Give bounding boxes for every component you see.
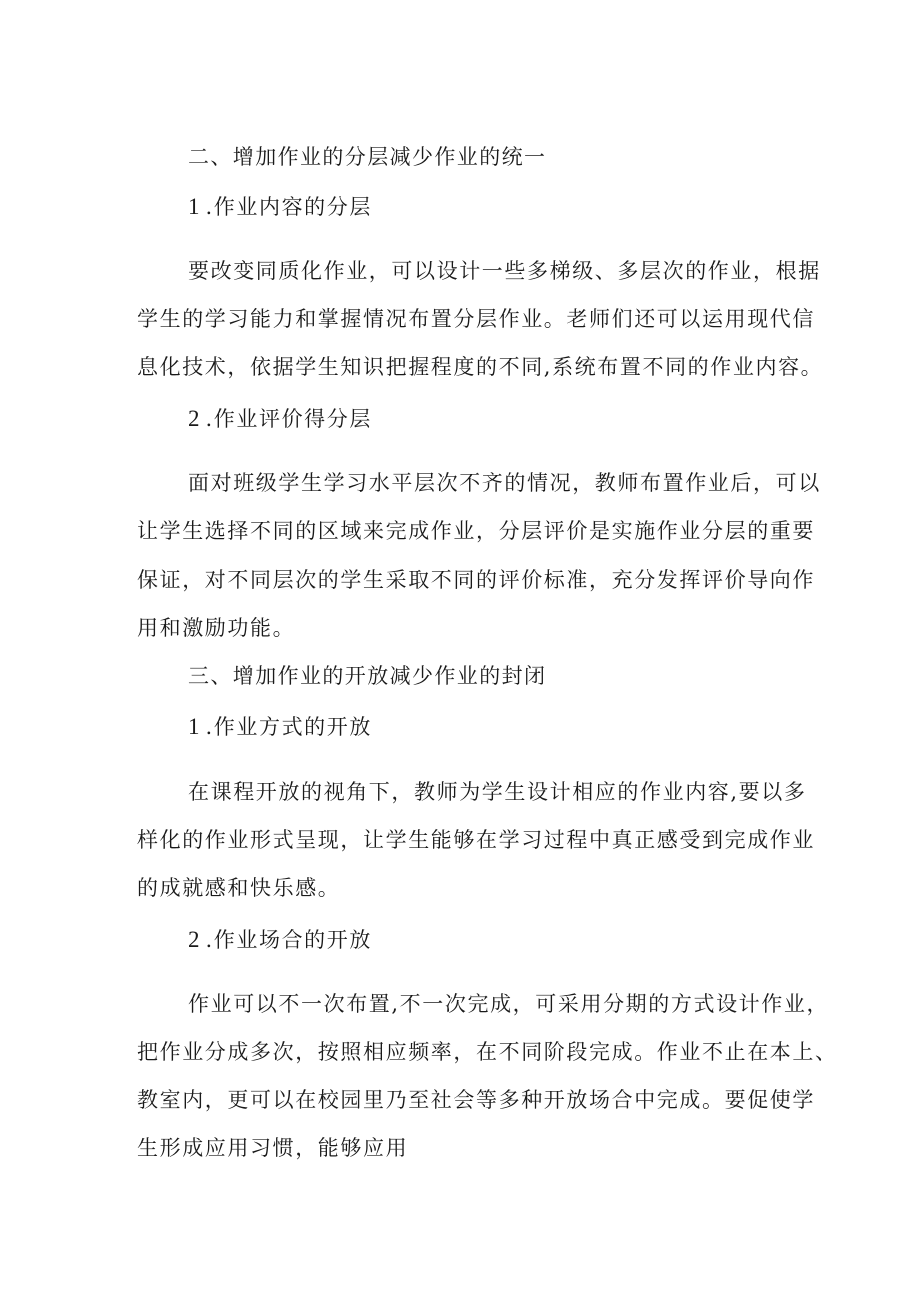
paragraph-line: 用和激励功能。 bbox=[137, 616, 296, 640]
subsection-title: .作业内容的分层 bbox=[205, 195, 372, 219]
paragraph-line: 在课程开放的视角下，教师为学生设计相应的作业内容,要以多 bbox=[188, 780, 807, 804]
subsection-title: .作业方式的开放 bbox=[205, 715, 372, 739]
subsection-heading bbox=[188, 193, 372, 221]
subsection-number: 1 bbox=[188, 714, 200, 739]
subsection-number: 2 bbox=[188, 406, 200, 431]
paragraph-line: 学生的学习能力和掌握情况布置分层作业。老师们还可以运用现代信 bbox=[137, 307, 815, 331]
subsection-title: .作业评价得分层 bbox=[205, 407, 372, 431]
subsection-number: 2 bbox=[188, 927, 200, 952]
paragraph-line: 让学生选择不同的区域来完成作业，分层评价是实施作业分层的重要 bbox=[137, 519, 815, 543]
subsection-heading bbox=[188, 926, 372, 954]
paragraph-line: 要改变同质化作业，可以设计一些多梯级、多层次的作业，根据 bbox=[188, 259, 821, 283]
paragraph-line: 面对班级学生学习水平层次不齐的情况，教师布置作业后，可以 bbox=[188, 471, 821, 495]
paragraph-line: 生形成应用习惯，能够应用 bbox=[137, 1136, 409, 1160]
paragraph-line: 息化技术，依据学生知识把握程度的不同,系统布置不同的作业内容。 bbox=[137, 355, 824, 379]
subsection-title: .作业场合的开放 bbox=[205, 928, 372, 952]
subsection-heading bbox=[188, 405, 372, 433]
paragraph-line: 作业可以不一次布置,不一次完成，可采用分期的方式设计作业， bbox=[188, 992, 830, 1016]
paragraph-line: 教室内，更可以在校园里乃至社会等多种开放场合中完成。要促使学 bbox=[137, 1088, 815, 1112]
paragraph-line: 保证，对不同层次的学生采取不同的评价标准，充分发挥评价导向作 bbox=[137, 568, 815, 592]
section-heading: 三、增加作业的开放减少作业的封闭 bbox=[188, 664, 547, 688]
paragraph-line: 把作业分成多次，按照相应频率，在不同阶段完成。作业不止在本上、 bbox=[137, 1040, 838, 1064]
paragraph-line: 的成就感和快乐感。 bbox=[137, 876, 341, 900]
section-heading: 二、增加作业的分层减少作业的统一 bbox=[188, 145, 547, 169]
subsection-number: 1 bbox=[188, 194, 200, 219]
subsection-heading bbox=[188, 713, 372, 741]
paragraph-line: 样化的作业形式呈现，让学生能够在学习过程中真正感受到完成作业 bbox=[137, 828, 815, 852]
